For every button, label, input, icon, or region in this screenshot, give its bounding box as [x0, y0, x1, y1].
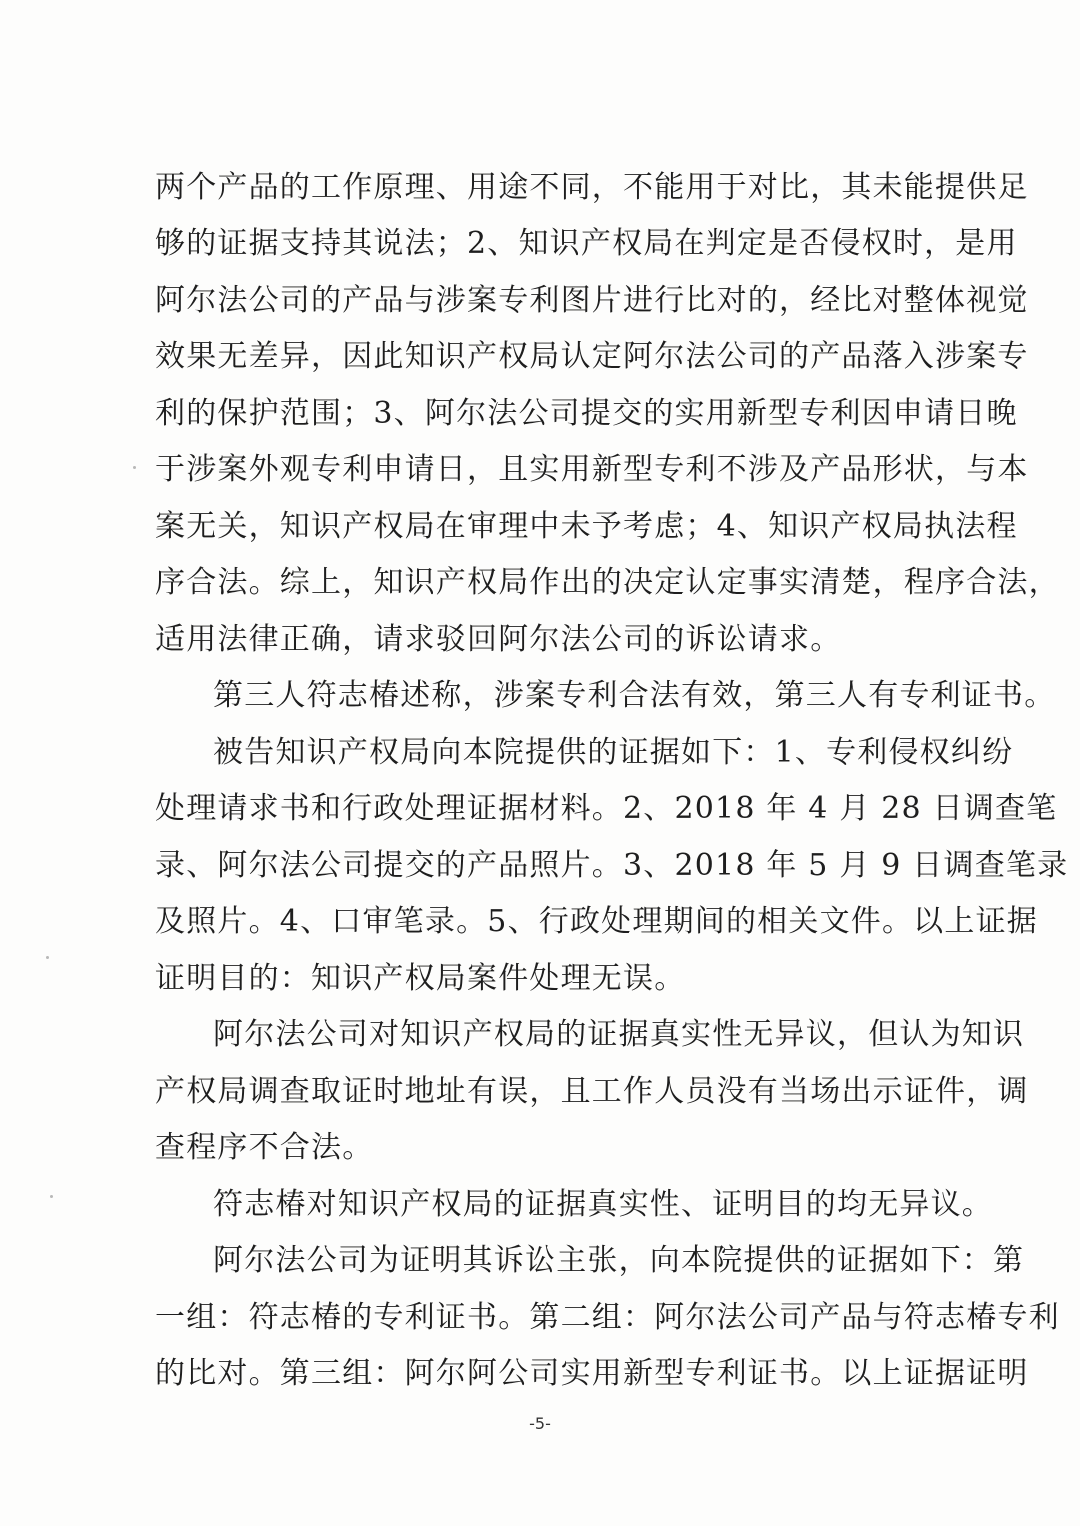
text-line: 及照片。4、口审笔录。5、行政处理期间的相关文件。以上证据: [155, 904, 1038, 939]
page-number: -5-: [529, 1414, 551, 1433]
text-line: 产权局调查取证时地址有误，且工作人员没有当场出示证件，调: [155, 1074, 1029, 1109]
text-line: 的比对。第三组：阿尔阿公司实用新型专利证书。以上证据证明: [155, 1356, 1029, 1391]
text-line: 处理请求书和行政处理证据材料。2、2018 年 4 月 28 日调查笔: [155, 791, 1058, 826]
text-line: 一组：符志椿的专利证书。第二组：阿尔法公司产品与符志椿专利: [155, 1300, 1060, 1335]
text-line: 于涉案外观专利申请日，且实用新型专利不涉及产品形状，与本: [155, 452, 1029, 487]
text-line: 两个产品的工作原理、用途不同，不能用于对比，其未能提供足: [155, 170, 1029, 205]
text-line: 证明目的：知识产权局案件处理无误。: [155, 961, 686, 996]
text-line: 够的证据支持其说法；2、知识产权局在判定是否侵权时，是用: [155, 226, 1018, 261]
scan-speck: [46, 956, 49, 959]
text-line: 序合法。综上，知识产权局作出的决定认定事实清楚，程序合法，: [155, 565, 1060, 600]
paragraph-start-line: 第三人符志椿述称，涉案专利合法有效，第三人有专利证书。: [213, 678, 1056, 713]
paragraph-start-line: 符志椿对知识产权局的证据真实性、证明目的均无异议。: [213, 1187, 993, 1222]
text-line: 查程序不合法。: [155, 1130, 374, 1165]
scan-speck: [133, 466, 136, 469]
text-line: 案无关，知识产权局在审理中未予考虑；4、知识产权局执法程: [155, 509, 1018, 544]
paragraph-start-line: 阿尔法公司对知识产权局的证据真实性无异议，但认为知识: [213, 1017, 1025, 1052]
paragraph-start-line: 被告知识产权局向本院提供的证据如下：1、专利侵权纠纷: [213, 735, 1014, 770]
text-line: 利的保护范围；3、阿尔法公司提交的实用新型专利因申请日晚: [155, 396, 1018, 431]
text-line: 录、阿尔法公司提交的产品照片。3、2018 年 5 月 9 日调查笔录: [155, 848, 1069, 883]
paragraph-start-line: 阿尔法公司为证明其诉讼主张，向本院提供的证据如下：第: [213, 1243, 1025, 1278]
scan-speck: [50, 1195, 53, 1198]
text-line: 阿尔法公司的产品与涉案专利图片进行比对的，经比对整体视觉: [155, 283, 1029, 318]
text-line: 适用法律正确，请求驳回阿尔法公司的诉讼请求。: [155, 622, 842, 657]
text-line: 效果无差异，因此知识产权局认定阿尔法公司的产品落入涉案专: [155, 339, 1029, 374]
